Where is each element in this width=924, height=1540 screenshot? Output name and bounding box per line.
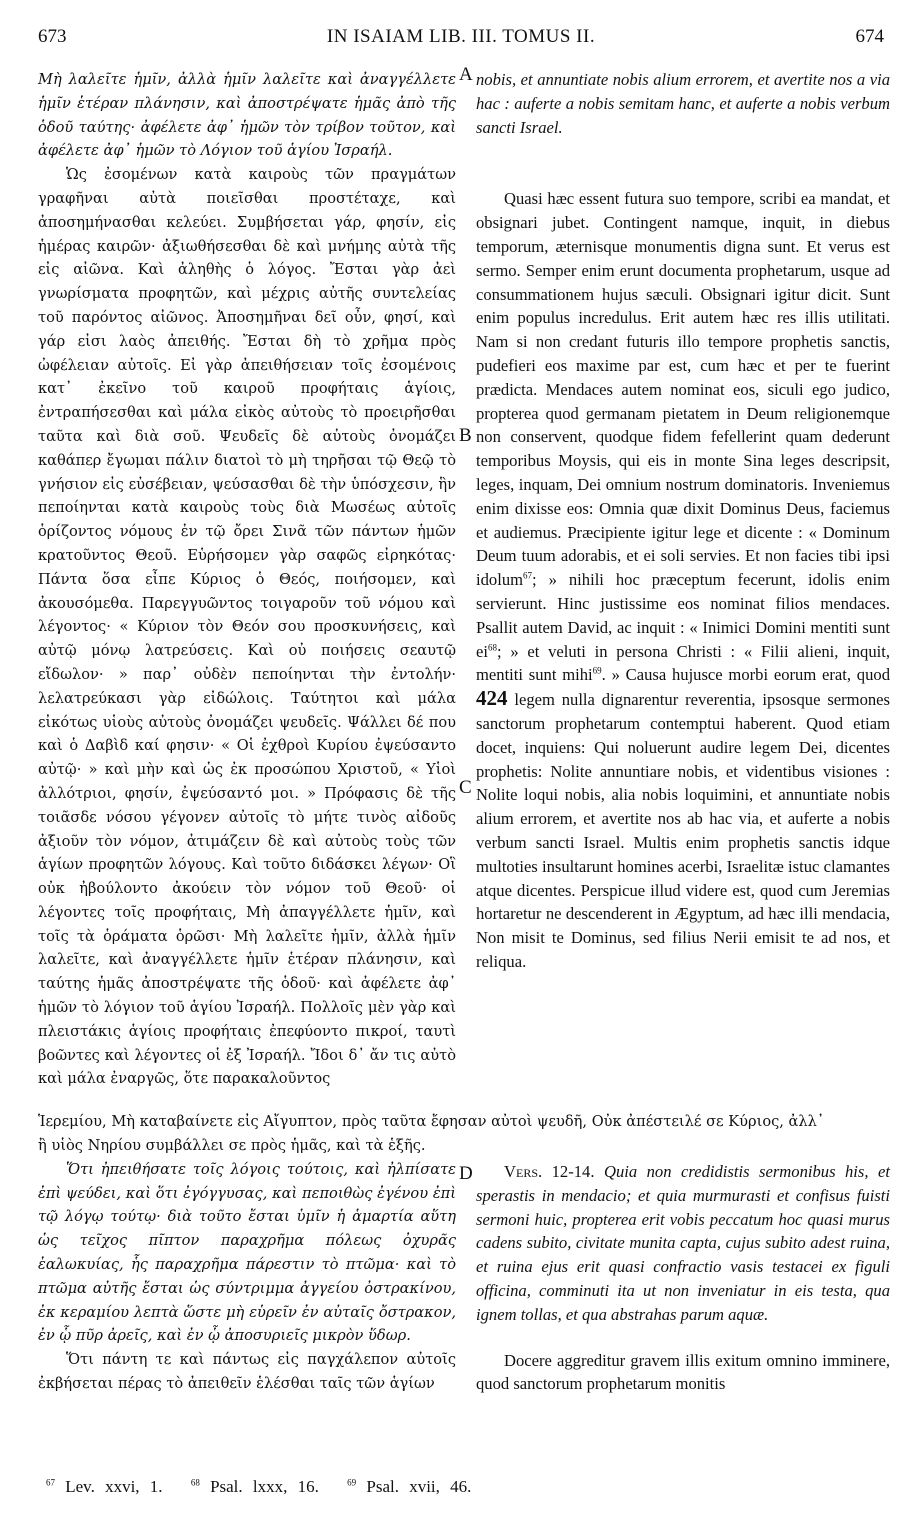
latin-column-top [476, 68, 890, 974]
footnote-ref-67: 67 [523, 570, 533, 581]
footnotes [46, 1477, 489, 1497]
footnote-ref-69: 69 [592, 665, 602, 676]
margin-marker-d: D [459, 1163, 473, 1184]
greek-column-bottom [38, 1134, 456, 1396]
margin-marker-a: A [459, 64, 473, 85]
greek-commentary-1: Ὡς ἐσομένων κατὰ καιροὺς τῶν πραγμάτων γραφῆναι αὐτὰ ποιεῖσθαι προστέταχε, καὶ ἀποσημήνασθαι κελεύει. Συμβήσεται γάρ, φησίν, εἰς ἡμέρας καιρῶν· ἀξιωθήσεσθαι δὲ καὶ μνήμης αὐτὰ τῆς εἰς αἰῶνα. Καὶ ἀληθὴς ὁ λόγος. Ἔσται γὰρ ἀεὶ γνωρίσματα προφητῶν, καὶ μέχρις αὐτῆς συντελείας τοῦ παρόντος αἰῶνος. Ἀποσημῆναι δεῖ οὖν, φησί, καὶ γάρ εἰσι λαὸς ἀπειθής. Ἔσται δὴ τὸ χρῆμα πρὸς ὠφέλειαν αὐτοῖς. Εἰ γὰρ ἀπειθήσειαν τοῖς ἐσομένοις κατ᾽ ἐκεῖνο τοῦ καιροῦ προφήταις ἁγίοις, ἐντραπήσεσθαι καὶ μάλα εἰκὸς αὐτοὺς τὸ προειρῆσθαι ταῦτα καὶ διὰ σοῦ. Ψευδεῖς δὲ αὐτοὺς ὀνομάζει καθάπερ ἔγωμαι πάλιν διατοὶ τὸ μὴ τηρῆσαι τῷ Θεῷ τὸ γνήσιον εἰς εὐσέβειαν, ψεύσασθαι δὲ τὴν ὑπόσχεσιν, ἣν πεποίηνται κατὰ καιροὺς τοὺς διὰ Μωσέως αὐτοῖς ὁρίζοντος νόμους ἐν τῷ ὄρει Σινᾶ τῶν πάντων ἡμῶν κρατοῦντος Θεοῦ. Εὑρήσομεν γὰρ σαφῶς εἰρηκότας· Πάντα ὅσα εἶπε Κύριος ὁ Θεός, ποιήσομεν, καὶ ἀκουσόμεθα. Παρεγγυῶντος τοιγαροῦν τοῦ νόμου καὶ λέγοντος· « Κύριον τὸν Θεόν σου προσκυνήσεις, καὶ αὐτῷ μόνῳ λατρεύσεις. Καὶ οὐ ποιήσεις σεαυτῷ εἴδωλον· » παρ᾽ οὐδὲν πεποίηνται τὴν ἐντολήν· λελατρεύκασι γὰρ εἰδώλοις. Ταύτητοι καὶ μάλα εἰκότως υἱοὺς αὐτοὺς ὀνομάζει ψευδεῖς. Ψάλλει δέ που καὶ ὁ Δαβὶδ καί φησιν· « Οἱ ἐχθροὶ Κυρίου ἐψεύσαντο αὐτῷ· » καὶ μὴν καὶ ὡς ἐκ προσώπου Χριστοῦ, « Υἱοὶ ἀλλότριοι, φησίν, ἐψεύσαντό μοι. » Πρόφασις δὲ τῆς τοιᾶσδε νόσου γέγονεν αὐτοῖς τὸ μήτε τινὸς αἰδοῦς ἀξιοῦν τὸν νόμον, ἀτιμάζειν δὲ καὶ αὐτοὺς τοὺς τῶν ἁγίων προφητῶν λόγους. Καὶ τοῦτο διδάσκει λέγων· Οἳ οὐκ ἠβούλοντο ἀκούειν τὸν νόμον τοῦ Θεοῦ· οἱ λέγοντες τοῖς προφήταις, Μὴ ἀπαγγέλλετε ἡμῖν, καὶ τοῖς τὰ ὁράματα ὁρῶσι· Μὴ λαλεῖτε ἡμῖν, ἀλλὰ ἡμῖν λαλεῖτε, καὶ ἀναγγέλλετε ἡμῖν ἑτέραν πλάνησιν, καὶ ταύτης ἡμᾶς ἀποστρέψατε τῆς ὁδοῦ· καὶ ἀφέλετε ἀφ᾽ ἡμῶν τὸ λόγιον τοῦ ἁγίου Ἰσραήλ. Πολλοῖς μὲν γὰρ καὶ πλειστάκις ἁγίοις προφήταις ἐπεφύοντο πικροί, ταυτὶ βοῶντες καὶ λέγοντες οἱ ἐξ Ἰσραήλ. Ἴδοι δ᾽ ἄν τις αὐτὸ καὶ μάλα ἐναργῶς, ὅτε παρακαλοῦντος [38, 166, 456, 1088]
page-header [38, 26, 884, 56]
latin-commentary-1: Quasi hæc essent futura suo tempore, scribi ea mandat, et obsignari jubet. Contingent namque, inquit, in diebus temporum, æternisque monumentis digna sunt. Et verus est sermo. Semper enim erunt documenta prophetarum, usque ad consummationem hujus sæculi. Obsignari igitur dicit. Sunt enim populus incredulus. Erit autem hæc res illis utilitati. Nam si non credant futuris illo tempore prophetis sanctis, pudefieri eos maxime par est, cum hæc et per te fuerint prædicta. Mendaces autem nominat eos, siculi ego judico, propterea quod germanam pietatem in Deum religionemque non conservent, quodque fidem fefellerint quam dederunt temporibus Moysis, qui eis in monte Sina leges descripsit, leges, inquam, Dei omnium nostrum dominatoris. Inveniemus enim dixisse eos: Omnia quæ dixit Dominus Deus, faciemus et audiemus. Præcipiente igitur lege et dicente : « Dominum Deum tuum adorabis, et ei soli servies. Et non facies tibi ipsi idolum$^{67}$; » nihili hoc præceptum fecerunt, idolis enim servierunt. Hinc justissime eos nominat filios mendaces. Psallit autem David, ac inquit : « Inimici Domini mentiti sunt $ei^{68}$; » et veluti in persona Christi : « Filii alieni, inquit, mentiti sunt mihi$^{69}$. » Causa hujusce morbi eorum erat, quod 424 legem nulla dignarentur reverentia, ipsosque sermones sanctorum prophetarum contemptui haberent. Quod etiam docet, inquiens: Qui noluerunt audire legem Dei, dicentes prophetis: Nolite annuntiare nobis, et videntibus visiones : Nolite loqui nobis, alia nobis loquimini, et annuntiate nobis alium errorem, et avertite nos ab hac via, et auferte a nobis verbum sancti Israel. Multis enim prophetis sanctis idque multoties insultarunt homines acerbi, Israelitæ istuc clamantes atque dicentes. Perspicue illud videre est, quod cum Jeremias hortaretur ne descenderent in Ægyptum, ad hæc illi mendacia, Non misit te Dominus, sed filius Nerii emisit te ad nos, et reliqua. [476, 189, 890, 971]
latin-commentary-2: Docere aggreditur gravem illis exitum omnino imminere, quod sanctorum prophetarum monitis [476, 1350, 890, 1394]
greek-lemma-1: Μὴ λαλεῖτε ἡμῖν, ἀλλὰ ἡμῖν λαλεῖτε καὶ ἀναγγέλλετε ἡμῖν ἑτέραν πλάνησιν, καὶ ἀποστρέψατε ἡμᾶς ἀπὸ τῆς ὁδοῦ ταύτης· ἀφέλετε ἀφ᾽ ἡμῶν τὸν τρίβον τοῦτον, καὶ ἀφέλετε ἀφ᾽ ἡμῶν τὸ Λόγιον τοῦ ἁγίου Ἰσραήλ. [38, 71, 456, 160]
page-number-right: 674 [855, 26, 884, 47]
latin-lemma-1: nobis, et annuntiate nobis alium errorem, et avertite nos a via hac : auferte a nobis semitam hanc, et auferte a nobis verbum sancti Israel. [476, 70, 890, 137]
greek-column-top [38, 68, 456, 1091]
footnote-68: $^{68}$ Psal. lxxx, 16. [190, 1477, 319, 1496]
latin-lemma-2: Vers. 12-14. Quia non credidistis sermonibus his, et sperastis in mendacio; et quia murmurasti et confisus fuisti sermoni huic, propterea erit vobis peccatum hoc quasi murus cadens subito, civitate munita capta, cujus subito adest ruina, et ruina ejus erit quasi confractio vasis testacei ex figuli officina, comminuti ita ut non inveniatur in eis testa, qua ignem tollas, et qua abstrahas parum aquæ. [476, 1162, 890, 1324]
latin-column-bottom [476, 1160, 890, 1396]
page-number-left: 673 [38, 26, 67, 47]
footnote-69: $^{69}$ Psal. xvii, 46. [347, 1477, 472, 1496]
verse-label: Vers. 12-14. [504, 1162, 595, 1181]
margin-marker-b: B [459, 425, 472, 446]
footnote-67: $^{67}$ Lev. xxvi, 1. [46, 1477, 163, 1496]
greek-bridge-line: Ἱερεμίου, Μὴ καταβαίνετε εἰς Αἴγυπτον, πρὸς ταῦτα ἔφησαν αὐτοὶ ψευδῆ, Οὐκ ἀπέστειλέ σε Κύριος, ἀλλ᾽ [38, 1113, 825, 1130]
greek-commentary-2: Ὅτι πάντη τε καὶ πάντως εἰς παγχάλεπον αὐτοῖς ἐκβήσεται πέρας τὸ ἀπειθεῖν ἑλέσθαι ταῖς τῶν ἁγίων [38, 1351, 456, 1392]
column-number: 424 [476, 686, 508, 711]
margin-marker-c: C [459, 777, 472, 798]
footnote-ref-68: 68 [487, 642, 497, 652]
greek-commentary-1-end: ἢ υἱὸς Νηρίου συμβάλλει σε πρὸς ἡμᾶς, καὶ τὰ ἑξῆς. [38, 1137, 426, 1154]
greek-lemma-2: Ὅτι ἠπειθήσατε τοῖς λόγοις τούτοις, καὶ ἠλπίσατε ἐπὶ ψεύδει, καὶ ὅτι ἐγόγγυσας, καὶ πεποιθὼς ἐγένου ἐπὶ τῷ λόγῳ τούτῳ· διὰ τοῦτο ἔσται ὑμῖν ἡ ἁμαρτία αὕτη ὡς τεῖχος πῖπτον παραχρῆμα πόλεως ὀχυρᾶς ἑαλωκυίας, ἧς παραχρῆμα πάρεστιν τὸ πτῶμα· καὶ τὸ πτῶμα αὐτῆς ἔσται ὡς σύντριμμα ἀγγείου ὀστρακίνου, ἐκ κεραμίου λεπτὰ ὥστε μὴ εὑρεῖν ἐν αὐταῖς ὄστρακον, ἐν ᾧ πῦρ ἀρεῖς, καὶ ἐν ᾧ ἀποσυριεῖς μικρὸν ὕδωρ. [38, 1160, 456, 1345]
running-title: IN ISAIAM LIB. III. TOMUS II. [326, 26, 596, 47]
